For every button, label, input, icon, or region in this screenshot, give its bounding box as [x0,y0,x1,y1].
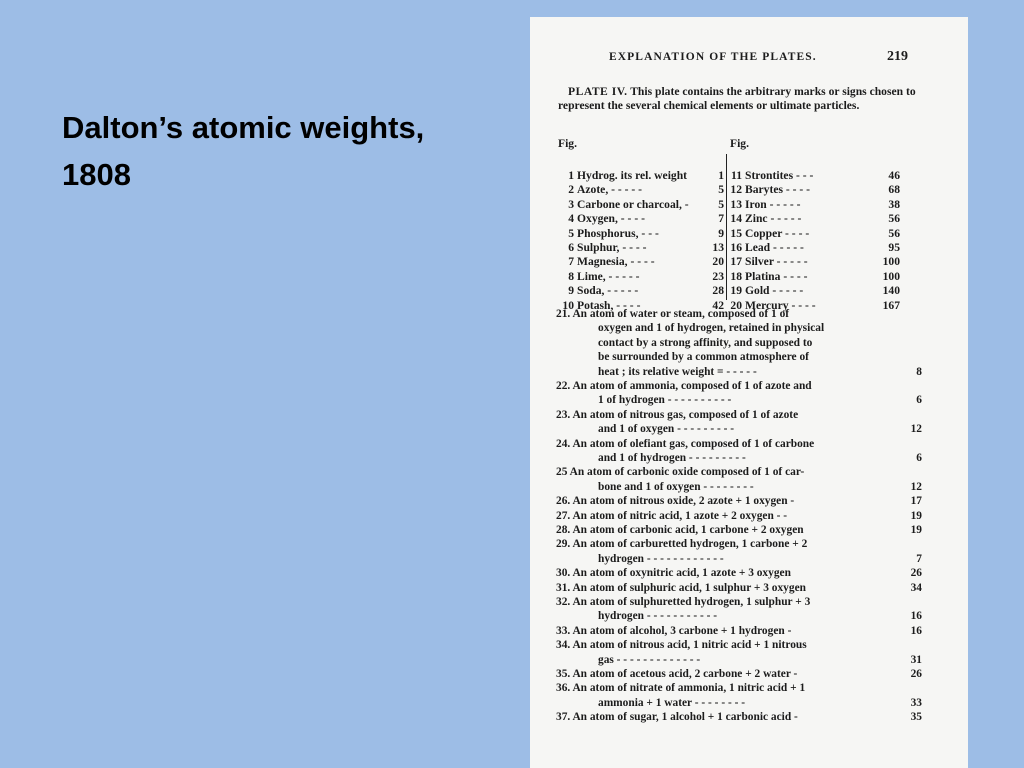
element-weight: 20 [712,255,724,269]
compound-text-line: 29. An atom of carburetted hydrogen, 1 carbone + 2 [556,538,808,551]
element-fig-number: 19 [730,284,742,298]
plate-intro-text: This plate contains the arbitrary marks or signs chosen to represent the several chemical elements or ultimate particles. [558,85,916,112]
element-row [728,183,900,197]
compound-text-line: 25 An atom of carbonic oxide composed of 1 of car- [556,466,805,479]
element-row [560,241,724,255]
element-name: Barytes - - - - [745,183,811,197]
compound-text-line: 23. An atom of nitrous gas, composed of 1 of azote [556,408,799,421]
compound-weight: 6 [916,451,922,464]
element-fig-number: 12 [730,183,742,197]
compound-text-line: be surrounded by a common atmosphere of [598,351,809,364]
compound-entry [556,408,922,437]
element-name: Soda, - - - - - [577,284,639,298]
compound-weight: 33 [910,696,922,709]
element-row [560,212,724,226]
element-name: Sulphur, - - - - [577,241,647,254]
element-row [560,183,724,197]
compound-weight: 19 [910,524,922,536]
compound-text-line: 37. An atom of sugar, 1 alcohol + 1 carbonic acid - [556,711,798,724]
element-fig-number: 4 [568,212,574,226]
compound-weight: 35 [910,711,922,724]
element-fig-number: 8 [568,269,574,283]
compound-entry [556,307,922,379]
compound-weight: 31 [910,653,922,666]
compound-text-line: contact by a strong affinity, and supposed to [598,336,813,349]
compound-entry [556,681,922,710]
compound-weight: 12 [910,423,922,436]
element-weight: 5 [718,183,724,197]
element-fig-number: 9 [568,284,574,298]
compound-text-line: oxygen and 1 of hydrogen, retained in physical [598,322,825,335]
element-row [560,255,724,269]
compound-text-line: heat ; its relative weight = - - - - - [598,365,757,378]
element-name: Potash, - - - - [577,298,641,312]
element-row [728,284,900,298]
element-row [728,212,900,226]
element-weight: 23 [712,269,724,283]
element-row [728,198,900,212]
element-fig-number: 7 [568,255,574,269]
element-name: Iron - - - - - [745,197,801,211]
compound-entry [556,465,922,494]
element-name: Lime, - - - - - [577,269,640,283]
element-name: Hydrog. its rel. weight [577,169,688,182]
element-row [728,227,900,241]
compound-text-line: 27. An atom of nitric acid, 1 azote + 2 oxygen - - [556,509,788,522]
element-name: Magnesia, - - - - [577,255,655,269]
compound-text-line: 28. An atom of carbonic acid, 1 carbone + 2 oxygen [556,524,804,536]
compound-entry [556,379,922,408]
compound-text-line: 30. An atom of oxynitric acid, 1 azote + 3 oxygen [556,567,791,580]
compound-entry [556,437,922,466]
compound-text-line: and 1 of hydrogen - - - - - - - - - [598,451,746,464]
compound-text-line: 21. An atom of water or steam, composed of 1 of [556,308,790,320]
element-name: Zinc - - - - - [745,212,802,226]
element-row [728,169,900,183]
compound-text-line: and 1 of oxygen - - - - - - - - - [598,423,735,436]
element-weight: 95 [888,241,900,254]
compound-text-line: hydrogen - - - - - - - - - - - - [598,552,724,565]
compound-entry [556,638,922,667]
element-weight: 38 [888,197,900,211]
compound-weight: 19 [910,509,922,522]
compound-weight: 26 [910,668,922,680]
plate-label: PLATE IV. [568,85,628,98]
element-fig-number: 2 [568,183,574,197]
element-name: Mercury - - - - [745,298,816,312]
compound-text-line: 35. An atom of acetous acid, 2 carbone + 2 water - [556,668,798,680]
element-fig-number: 10 [562,298,574,312]
compound-entry [556,624,922,638]
element-name: Azote, - - - - - [577,183,643,197]
element-fig-number: 1 [568,169,574,182]
compound-text-line: gas - - - - - - - - - - - - - [598,653,701,666]
compound-entry [556,595,922,624]
element-fig-number: 17 [730,255,742,269]
compound-text-line: 32. An atom of sulphuretted hydrogen, 1 sulphur + 3 [556,596,811,608]
compound-weight: 16 [910,624,922,637]
element-weight: 5 [718,197,724,211]
compound-weight: 16 [910,610,922,623]
element-weight: 167 [882,298,900,312]
compound-weight: 8 [916,365,922,378]
element-row [728,255,900,269]
plate-intro [558,85,928,113]
slide-title-line: 1808 [62,157,131,192]
book-page-scan [530,17,968,768]
element-fig-number: 15 [730,226,742,240]
element-name: Strontites - - - [745,169,814,182]
compound-weight: 6 [916,394,922,407]
compound-entry [556,494,922,508]
element-name: Carbone or charcoal, - [577,197,689,211]
compound-entry [556,566,922,580]
slide-title [62,104,502,198]
compound-entry [556,667,922,681]
element-name: Oxygen, - - - - [577,212,645,226]
element-fig-number: 20 [730,298,742,312]
compound-entry [556,509,922,523]
element-row [560,227,724,241]
compound-text-line: 33. An atom of alcohol, 3 carbone + 1 hydrogen - [556,624,792,637]
compound-weight: 34 [910,581,922,594]
element-weight: 28 [712,284,724,298]
compound-text-line: 36. An atom of nitrate of ammonia, 1 nitric acid + 1 [556,682,806,695]
element-weight: 9 [718,226,724,240]
slide-title-line: Dalton’s atomic weights, [62,110,425,145]
element-weight: 56 [888,212,900,226]
compound-text-line: bone and 1 of oxygen - - - - - - - - [598,480,754,493]
element-fig-number: 5 [568,226,574,240]
element-name: Gold - - - - - [745,284,804,298]
element-weight: 1 [718,169,724,182]
compound-text-line: 22. An atom of ammonia, composed of 1 of azote and [556,380,812,392]
element-row [560,169,724,183]
compound-weight: 17 [910,495,922,508]
running-head [609,51,908,63]
element-row [728,241,900,255]
compound-weight: 26 [910,567,922,580]
running-head-title: EXPLANATION OF THE PLATES. [609,51,817,63]
element-weight: 68 [888,183,900,197]
element-name: Lead - - - - - [745,241,804,254]
element-row [728,270,900,284]
element-row [560,270,724,284]
element-fig-number: 13 [730,197,742,211]
fig-header-right: Fig. [730,137,749,150]
compound-text-line: 1 of hydrogen - - - - - - - - - - [598,394,732,407]
element-name: Platina - - - - [745,269,808,283]
page-number: 219 [887,49,908,64]
element-name: Silver - - - - - [745,255,808,269]
compound-entry [556,581,922,595]
fig-header-left: Fig. [558,137,577,150]
element-name: Copper - - - - [745,226,810,240]
compound-text-line: 26. An atom of nitrous oxide, 2 azote + 1 oxygen - [556,495,795,508]
compound-entry [556,537,922,566]
compound-text-line: 31. An atom of sulphuric acid, 1 sulphur + 3 oxygen [556,581,806,594]
element-weight: 46 [888,169,900,182]
compound-text-line: 34. An atom of nitrous acid, 1 nitric acid + 1 nitrous [556,639,807,652]
element-fig-number: 14 [730,212,742,226]
element-weight: 100 [882,255,900,269]
element-weight: 7 [718,212,724,226]
compound-text-line: hydrogen - - - - - - - - - - - [598,610,718,623]
compound-text-line: 24. An atom of olefiant gas, composed of 1 of carbone [556,437,815,450]
element-weight: 13 [712,241,724,254]
element-fig-number: 3 [568,197,574,211]
compound-entry [556,523,922,537]
element-row [560,198,724,212]
element-fig-number: 16 [730,241,742,254]
element-weight: 42 [712,298,724,312]
compound-entry [556,710,922,724]
element-name: Phosphorus, - - - [577,226,659,240]
element-fig-number: 6 [568,241,574,254]
compound-text-line: ammonia + 1 water - - - - - - - - [598,696,746,709]
element-weight: 56 [888,226,900,240]
compound-weight: 12 [910,480,922,493]
element-weight: 100 [882,269,900,283]
element-fig-number: 18 [730,269,742,283]
element-fig-number: 11 [731,169,742,182]
element-row [560,284,724,298]
element-weight: 140 [882,284,900,298]
compound-weight: 7 [916,552,922,565]
column-divider [726,154,727,300]
